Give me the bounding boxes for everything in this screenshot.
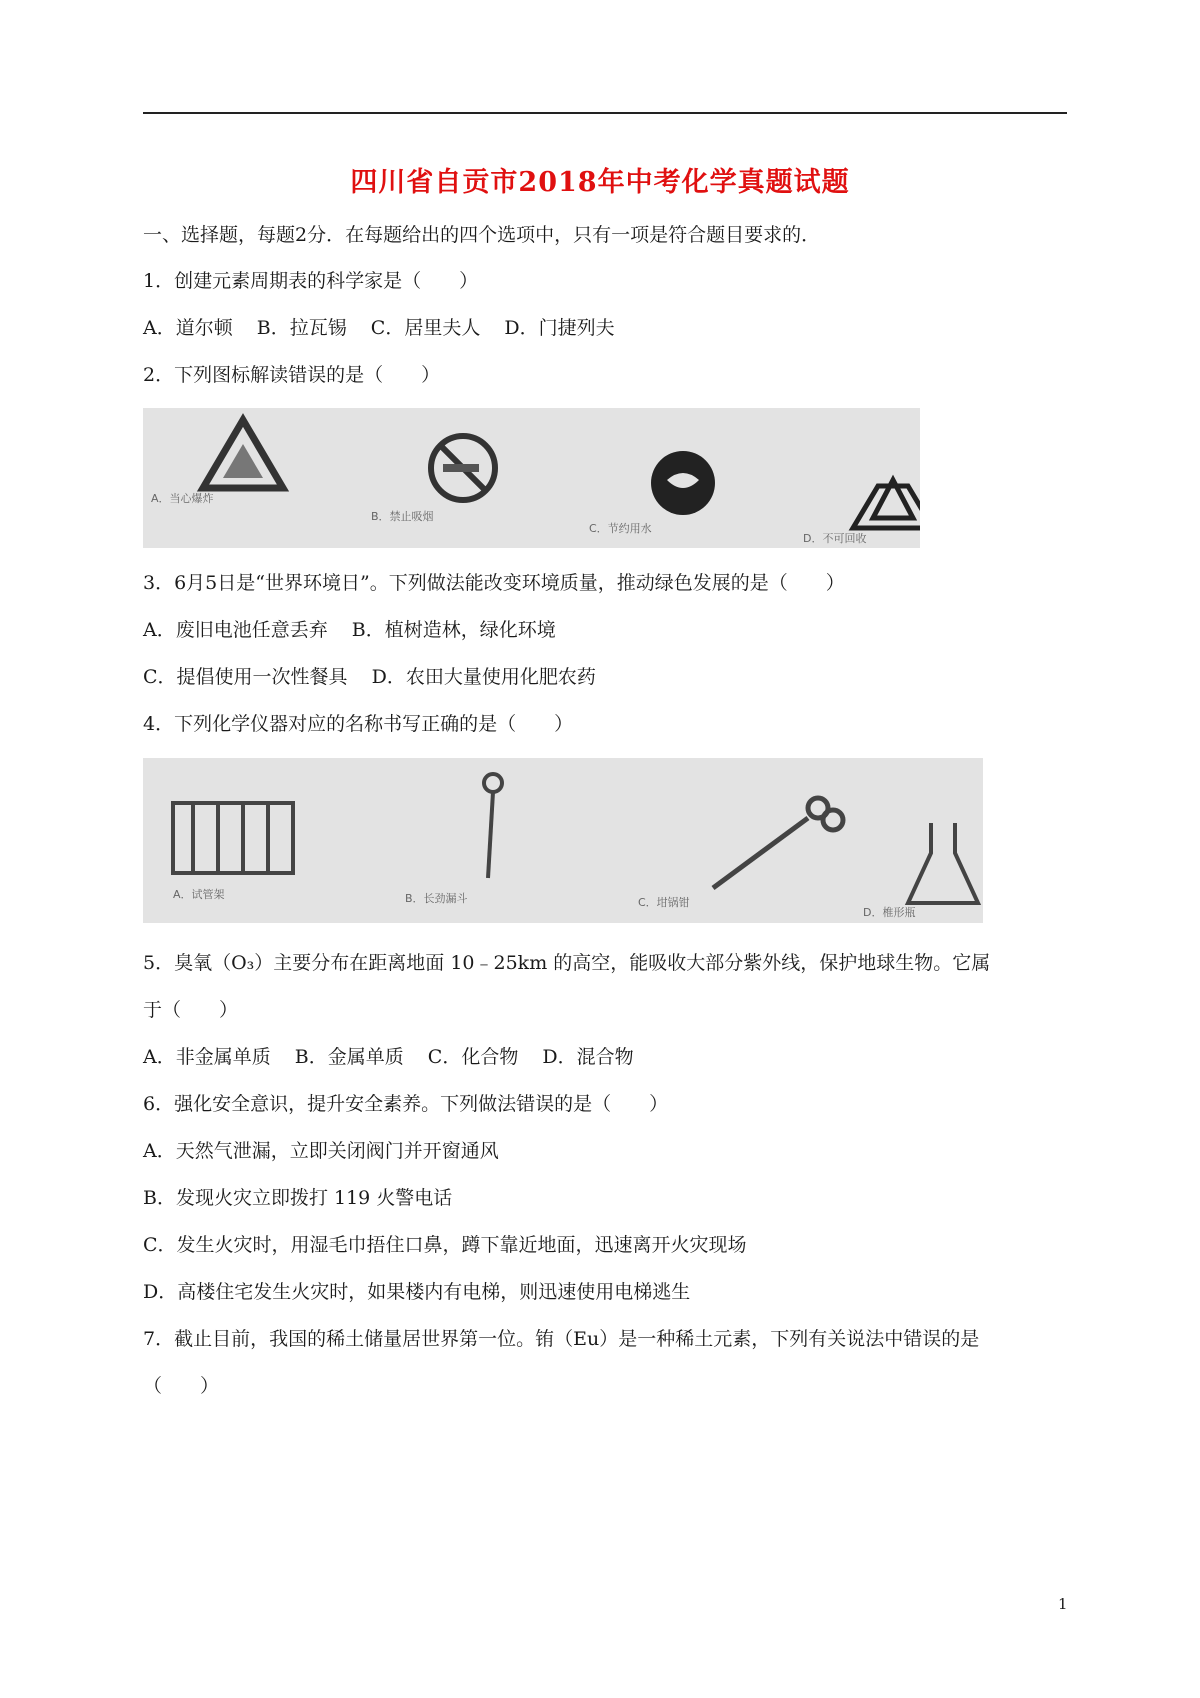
q5-stem-line1: 5．臭氧（O₃）主要分布在距离地面 10﹣25km 的高空，能吸收大部分紫外线，保护地球生物。它属: [143, 952, 991, 974]
q6-option-c: C．发生火灾时，用湿毛巾捂住口鼻，蹲下靠近地面，迅速离开火灾现场: [143, 1234, 747, 1256]
q3-options-row1: [143, 617, 574, 643]
q5-stem-line2: 于（ ）: [143, 999, 239, 1021]
q1-stem: 1．创建元素周期表的科学家是（ ）: [143, 270, 479, 292]
q5-options: [143, 1044, 652, 1070]
q2-stem: 2．下列图标解读错误的是（ ）: [143, 364, 441, 386]
q6-option-d: D．高楼住宅发生火灾时，如果楼内有电梯，则迅速使用电梯逃生: [143, 1281, 691, 1303]
q2-label-d: D．不可回收: [803, 532, 867, 545]
no-smoking-icon: [431, 436, 495, 500]
q3-options-row2: [143, 664, 614, 690]
header-rule: [143, 112, 1067, 114]
q3-option-c: C．提倡使用一次性餐具: [143, 666, 348, 688]
q5-option-d: D．混合物: [542, 1046, 634, 1068]
q4-instrument-figure: [143, 758, 983, 923]
page-title: 四川省自贡市2018年中考化学真题试题: [350, 167, 850, 198]
q3-option-b: B．植树造林，绿化环境: [351, 619, 556, 641]
q7-stem-line2: （ ）: [143, 1375, 220, 1397]
q4-stem: 4．下列化学仪器对应的名称书写正确的是（ ）: [143, 713, 574, 735]
q7-stem-line1: 7．截止目前，我国的稀土储量居世界第一位。铕（Eu）是一种稀土元素，下列有关说法中错误的是: [143, 1328, 980, 1350]
funnel-icon: [484, 774, 502, 878]
conical-flask-icon: [908, 823, 978, 903]
q4-label-a: A．试管架: [173, 888, 225, 901]
q2-sign-figure: [143, 408, 920, 548]
test-tube-rack-icon: [173, 803, 293, 873]
explosion-warning-icon: [203, 420, 283, 488]
q6-option-a: A．天然气泄漏，立即关闭阀门并开窗通风: [143, 1140, 499, 1162]
q3-option-d: D．农田大量使用化肥农药: [371, 666, 596, 688]
q3-option-a: A．废旧电池任意丢弃: [143, 619, 328, 641]
q1-option-c: C．居里夫人: [370, 317, 481, 339]
q1-option-b: B．拉瓦锡: [256, 317, 347, 339]
q1-options: [143, 315, 633, 341]
q4-label-d: D．椎形瓶: [863, 906, 916, 919]
q2-label-b: B．禁止吸烟: [371, 510, 434, 523]
q6-stem: 6．强化安全意识，提升安全素养。下列做法错误的是（ ）: [143, 1093, 669, 1115]
page-number: 1: [1058, 1595, 1068, 1613]
q4-label-b: B．长劲漏斗: [405, 892, 468, 905]
q5-option-a: A．非金属单质: [143, 1046, 271, 1068]
q2-label-a: A．当心爆炸: [151, 492, 214, 505]
q1-option-d: D．门捷列夫: [504, 317, 615, 339]
section-heading: 一、选择题，每题2分．在每题给出的四个选项中，只有一项是符合题目要求的．: [143, 224, 821, 246]
q3-stem: 3．6月5日是“世界环境日”。下列做法能改变环境质量，推动绿色发展的是（ ）: [143, 572, 845, 594]
q5-option-b: B．金属单质: [294, 1046, 404, 1068]
q2-signs-drawing: [143, 408, 920, 548]
q4-instruments-drawing: [143, 758, 983, 923]
q4-label-c: C．坩锅钳: [638, 896, 690, 909]
q5-option-c: C．化合物: [427, 1046, 519, 1068]
q2-label-c: C．节约用水: [589, 522, 652, 535]
water-saving-icon: [651, 451, 715, 515]
recycle-icon: [853, 480, 920, 528]
q1-option-a: A．道尔顿: [143, 317, 233, 339]
tongs-icon: [713, 798, 843, 888]
q6-option-b: B．发现火灾立即拨打 119 火警电话: [143, 1187, 453, 1209]
